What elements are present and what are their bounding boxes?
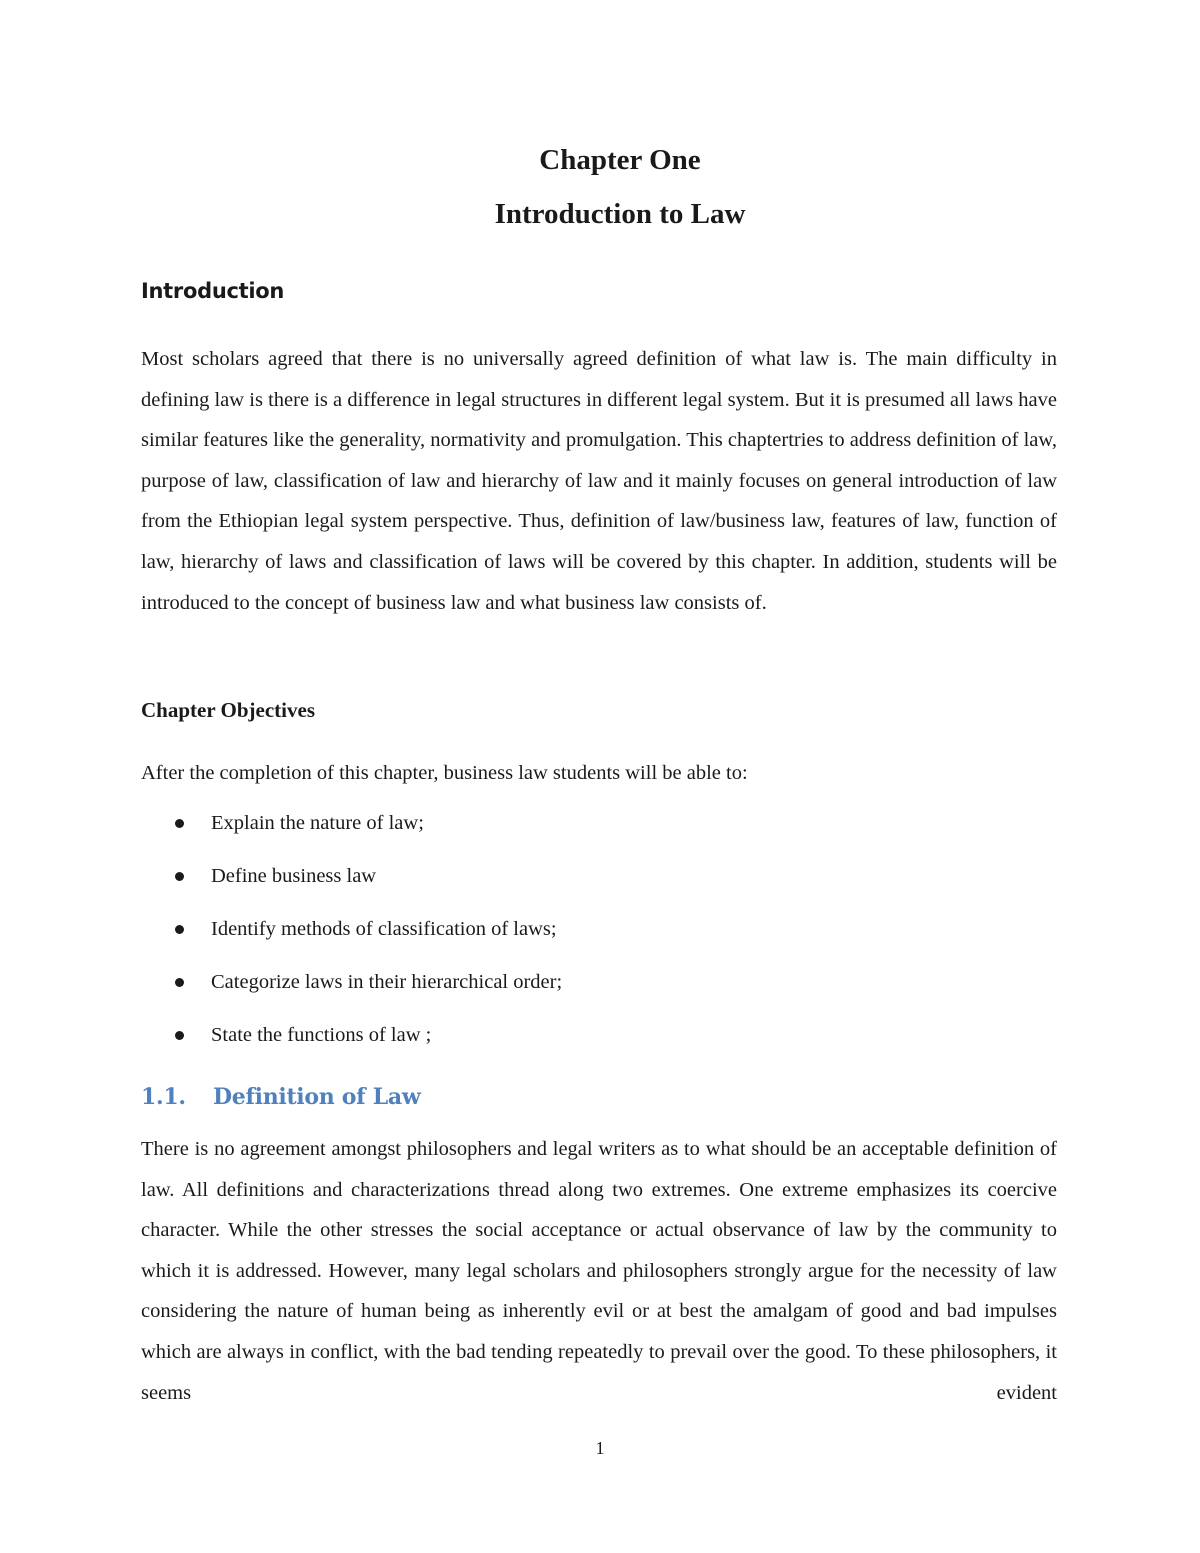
- introduction-paragraph: Most scholars agreed that there is no universally agreed definition of what law is. The main difficulty in defining law is there is a difference in legal structures in different legal system. But it is presumed all laws have similar features like the generality, normativity and promulgation. This chaptertries to address definition of law, purpose of law, classification of law and hierarchy of law and it mainly focuses on general introduction of law from the Ethiopian legal system perspective. Thus, definition of law/business law, features of law, function of law, hierarchy of laws and classification of laws will be covered by this chapter. In addition, students will be introduced to the concept of business law and what business law consists of.: [141, 348, 1057, 614]
- objective-text: Define business law: [211, 865, 377, 887]
- bullet-icon: [175, 925, 184, 934]
- list-item: [0, 1020, 900, 1050]
- bullet-icon: [175, 819, 184, 828]
- objective-text: Categorize laws in their hierarchical order;: [211, 971, 563, 993]
- list-item: [0, 967, 900, 997]
- chapter-title: Introduction to Law: [494, 198, 746, 230]
- definition-paragraph: There is no agreement amongst philosophers and legal writers as to what should be an acceptable definition of law. All definitions and characterizations thread along two extremes. One extreme emphasizes its coercive character. While the other stresses the social acceptance or actual observance of law by the community to which it is addressed. However, many legal scholars and philosophers strongly argue for the necessity of law considering the nature of human being as inherently evil or at best the amalgam of good and bad impulses which are always in conflict, with the bad tending repeatedly to prevail over the good. To these philosophers, it seems evident: [141, 1138, 1057, 1404]
- objective-text: State the functions of law ;: [211, 1024, 432, 1046]
- bullet-icon: [175, 1031, 184, 1040]
- objective-text: Identify methods of classification of laws;: [211, 918, 557, 940]
- objective-text: Explain the nature of law;: [211, 812, 424, 834]
- bullet-icon: [175, 872, 184, 881]
- list-item: [0, 808, 900, 838]
- list-item: [0, 861, 900, 891]
- list-item: [0, 914, 900, 944]
- objectives-lead-text: After the completion of this chapter, business law students will be able to:: [141, 762, 748, 784]
- objectives-heading: Chapter Objectives: [141, 698, 315, 722]
- page-number: 1: [595, 1438, 605, 1458]
- introduction-heading: Introduction: [141, 279, 285, 303]
- bullet-icon: [175, 978, 184, 987]
- section-number: 1.1.: [141, 1084, 186, 1110]
- section-title: Definition of Law: [213, 1084, 421, 1110]
- chapter-label: Chapter One: [539, 144, 701, 176]
